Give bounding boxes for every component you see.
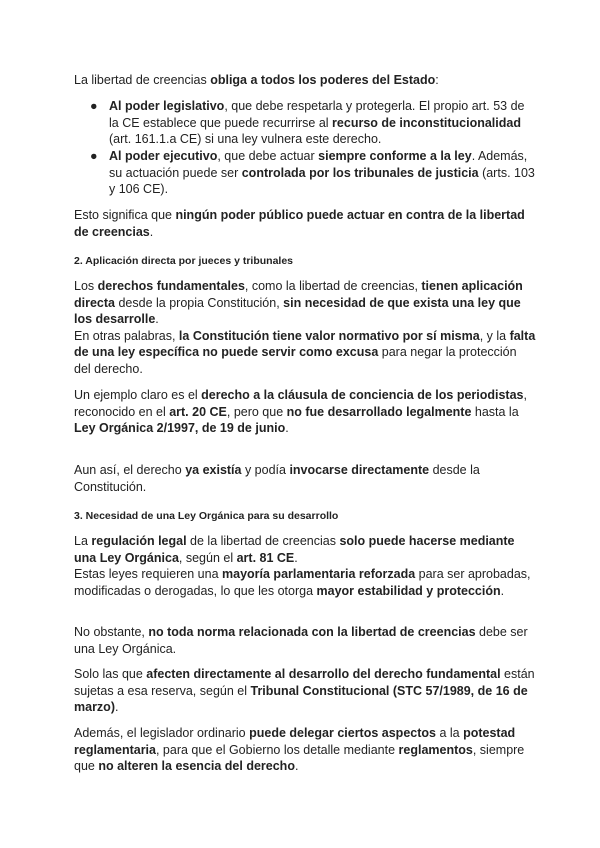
bold-run: no alteren la esencia del derecho bbox=[98, 759, 295, 773]
bold-run: tienen aplicación directa bbox=[74, 279, 523, 310]
text-run: , y la bbox=[479, 328, 510, 343]
bold-run: puede delegar ciertos aspectos bbox=[249, 726, 436, 740]
text-run: , que debe actuar bbox=[217, 149, 319, 163]
text-run: Estas leyes requieren una bbox=[74, 567, 223, 581]
text-run: . bbox=[285, 421, 289, 435]
bold-run: no toda norma relacionada con la libertad de creencias bbox=[148, 625, 476, 639]
bold-run: controlada por los tribunales de justicia bbox=[241, 165, 479, 180]
bold-run: sin necesidad de que exista una ley que los desarrolle bbox=[74, 295, 521, 326]
text-run: hasta la bbox=[471, 404, 519, 419]
text-run: Aun así, el derecho bbox=[74, 463, 186, 477]
bold-run: recurso de inconstitucionalidad bbox=[332, 115, 521, 130]
text-run: Además, el legislador ordinario bbox=[74, 726, 250, 740]
text-run: , siempre que bbox=[74, 742, 525, 773]
section-heading-2: 2. Aplicación directa por jueces y tribunales bbox=[74, 255, 294, 267]
bold-run: obliga a todos los poderes del Estado bbox=[210, 73, 436, 87]
text-run: No obstante, bbox=[74, 625, 149, 639]
text-run: La bbox=[74, 534, 92, 548]
text-run: y podía bbox=[241, 463, 290, 477]
text-run: están sujetas a esa reserva, según el bbox=[74, 667, 535, 698]
bold-run: potestad reglamentaria bbox=[74, 726, 516, 757]
text-run: . Además, su actuación puede ser bbox=[109, 149, 528, 180]
bold-run: Al poder ejecutivo bbox=[109, 149, 218, 163]
bold-run: Ley Orgánica 2/1997, de 19 de junio bbox=[74, 421, 286, 435]
section3-paragraph-1 bbox=[74, 533, 536, 599]
text-run: desde la Constitución. bbox=[74, 463, 480, 494]
text-run: Solo las que bbox=[74, 667, 147, 681]
text-run: Los bbox=[74, 279, 98, 293]
text-run: desde la propia Constitución, bbox=[115, 295, 284, 310]
text-run: (art. 161.1.a CE) si una ley vulnera este derecho. bbox=[109, 132, 382, 146]
bold-run: regulación legal bbox=[91, 534, 187, 548]
bold-run: art. 81 CE bbox=[236, 550, 295, 565]
text-run: . bbox=[155, 312, 159, 326]
text-run: , según el bbox=[178, 550, 237, 565]
bold-run: ningún poder público puede actuar en contra de la libertad de creencias bbox=[74, 208, 525, 239]
text-run: . bbox=[149, 224, 154, 239]
bold-run: mayoría parlamentaria reforzada bbox=[222, 567, 416, 581]
bold-run: invocarse directamente bbox=[289, 463, 430, 477]
significa-paragraph bbox=[74, 207, 536, 240]
bold-run: derechos fundamentales bbox=[97, 279, 245, 293]
bullet-item-legislativo bbox=[74, 98, 536, 148]
section2-paragraph-2 bbox=[74, 387, 536, 437]
section3-paragraph-2 bbox=[74, 624, 536, 657]
bold-run: art. 20 CE bbox=[169, 404, 227, 419]
bold-run: siempre conforme a la ley bbox=[318, 149, 472, 163]
bullet-text bbox=[109, 98, 536, 148]
text-run: : bbox=[435, 73, 439, 87]
text-run: . bbox=[294, 759, 299, 773]
text-run: . bbox=[500, 583, 505, 598]
text-run: , para que el Gobierno los detalle mediante bbox=[155, 742, 399, 757]
bold-run: derecho a la cláusula de conciencia de los periodistas bbox=[201, 388, 524, 402]
bold-run: afecten directamente al desarrollo del derecho fundamental bbox=[146, 667, 501, 681]
text-run: , como la libertad de creencias, bbox=[244, 279, 422, 293]
text-run: Un ejemplo claro es el bbox=[74, 388, 202, 402]
section-heading-3: 3. Necesidad de una Ley Orgánica para su desarrollo bbox=[74, 510, 339, 522]
text-run: . bbox=[294, 550, 298, 565]
text-run: , reconocido en el bbox=[74, 388, 527, 419]
bullet-icon: ● bbox=[90, 99, 98, 113]
intro-paragraph bbox=[74, 72, 536, 89]
text-run: La libertad de creencias bbox=[74, 73, 211, 87]
bold-run: solo puede hacerse mediante una Ley Orgánica bbox=[74, 534, 515, 565]
section3-paragraph-3 bbox=[74, 666, 536, 716]
bold-run: reglamentos bbox=[398, 742, 473, 757]
text-run: a la bbox=[435, 726, 464, 740]
section3-paragraph-4 bbox=[74, 725, 536, 775]
bold-run: mayor estabilidad y protección bbox=[316, 583, 501, 598]
text-run: (arts. 103 y 106 CE). bbox=[109, 165, 535, 196]
text-run: , pero que bbox=[226, 404, 287, 419]
bullet-item-ejecutivo bbox=[74, 148, 536, 198]
text-run: para ser aprobadas, modificadas o derogadas, lo que les otorga bbox=[74, 567, 531, 598]
section2-paragraph-1 bbox=[74, 278, 536, 377]
text-run: Esto significa que bbox=[74, 208, 176, 222]
bold-run: no fue desarrollado legalmente bbox=[286, 404, 472, 419]
bold-run: falta de una ley específica no puede servir como excusa bbox=[74, 328, 536, 359]
bold-run: ya existía bbox=[185, 463, 242, 477]
bullet-icon: ● bbox=[90, 149, 98, 163]
bold-run: Tribunal Constitucional (STC 57/1989, de 16 de marzo) bbox=[74, 683, 528, 714]
bullet-text bbox=[109, 148, 536, 198]
bold-run: Al poder legislativo bbox=[109, 99, 225, 113]
section2-paragraph-3 bbox=[74, 462, 536, 495]
bold-run: la Constitución tiene valor normativo por sí misma bbox=[178, 328, 480, 343]
text-run: En otras palabras, bbox=[74, 328, 179, 343]
text-run: debe ser una Ley Orgánica. bbox=[74, 625, 528, 656]
text-run: . bbox=[114, 700, 119, 714]
text-run: para negar la protección del derecho. bbox=[74, 345, 517, 376]
text-run: de la libertad de creencias bbox=[186, 534, 340, 548]
text-run: , que debe respetarla y protegerla. El propio art. 53 de la CE establece que puede recurrirse al bbox=[109, 99, 525, 130]
